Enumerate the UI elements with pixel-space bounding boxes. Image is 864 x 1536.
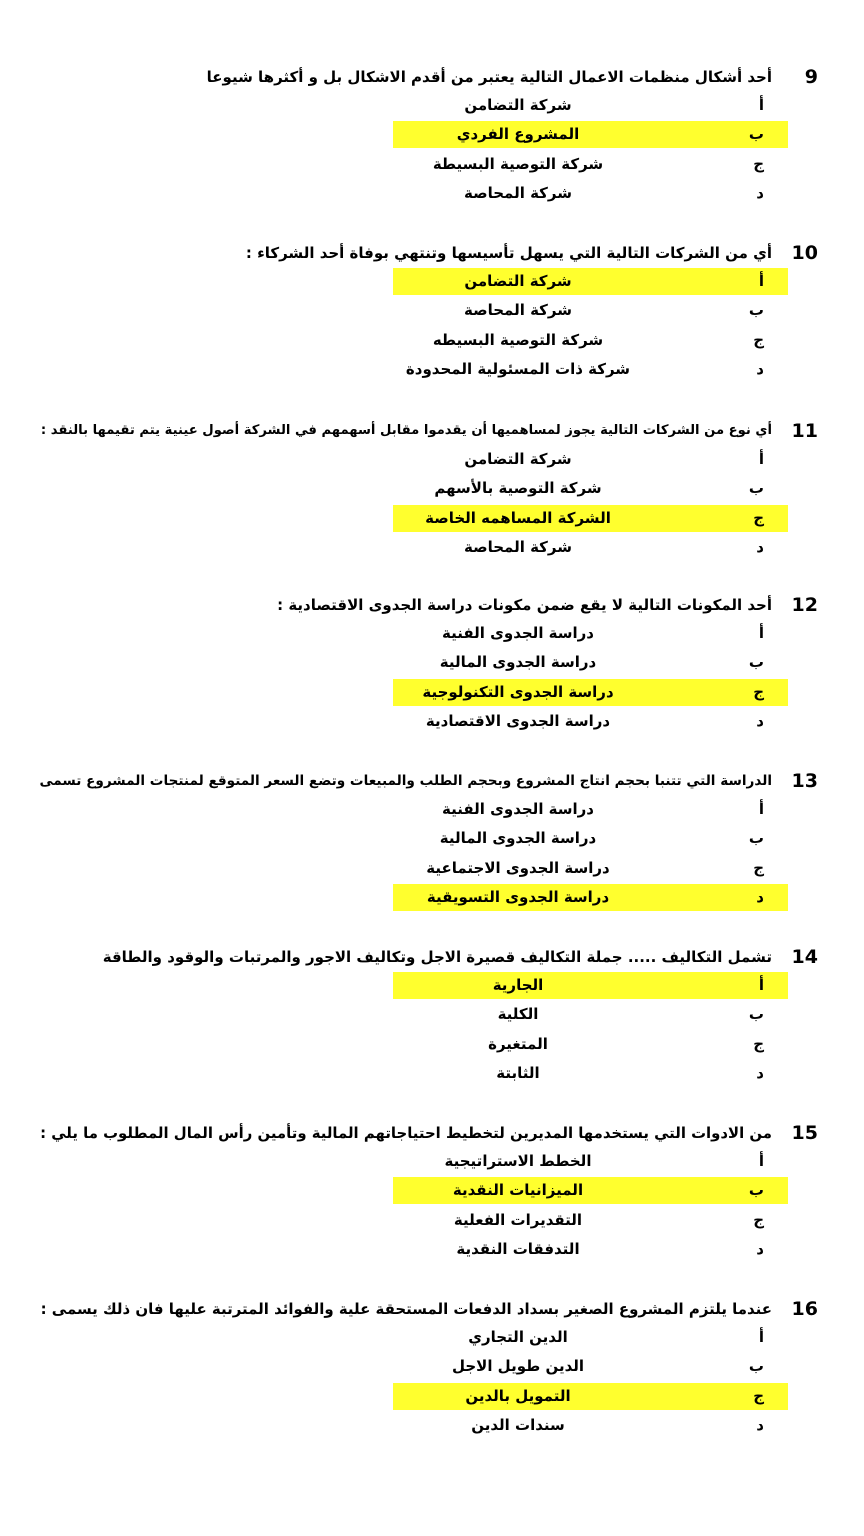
option-text: الثابتة <box>496 1064 540 1082</box>
question-number: 16 <box>791 1298 818 1320</box>
option-row-correct <box>393 679 788 706</box>
option-text: المتغيرة <box>488 1035 548 1053</box>
option-text: دراسة الجدوى التكنولوجية <box>422 683 614 701</box>
question-number: 11 <box>791 420 818 442</box>
option-text: الكلية <box>497 1005 539 1023</box>
option-letter: ب <box>748 479 764 497</box>
option-letter: ب <box>748 829 764 847</box>
option-row <box>393 151 788 178</box>
option-letter: ب <box>748 301 764 319</box>
option-letter: أ <box>758 976 764 994</box>
option-letter: ب <box>748 125 764 143</box>
option-row <box>393 649 788 676</box>
option-row-correct <box>393 268 788 295</box>
option-text: دراسة الجدوى التسويقية <box>426 888 610 906</box>
option-text: الدين التجاري <box>468 1328 568 1346</box>
option-letter: أ <box>758 96 764 114</box>
question-number: 9 <box>804 66 818 88</box>
option-text: دراسة الجدوى الفنية <box>442 624 594 642</box>
option-row <box>393 327 788 354</box>
option-row-correct <box>393 1177 788 1204</box>
option-text: دراسة الجدوى الاجتماعية <box>426 859 610 877</box>
option-row <box>393 1412 788 1439</box>
option-row-correct <box>393 972 788 999</box>
option-row <box>393 297 788 324</box>
option-letter: ج <box>753 683 764 701</box>
question-text: أي من الشركات التالية التي يسهل تأسيسها وتنتهي بوفاة أحد الشركاء : <box>245 244 772 262</box>
option-row-correct <box>393 505 788 532</box>
option-row <box>393 855 788 882</box>
option-letter: د <box>756 184 764 202</box>
question-text: أحد أشكال منظمات الاعمال التالية يعتبر من أقدم الاشكال بل و أكثرها شيوعا <box>206 68 772 86</box>
option-text: التمويل بالدين <box>465 1387 571 1405</box>
question-number: 10 <box>791 242 818 264</box>
option-text: دراسة الجدوى الفنية <box>442 800 594 818</box>
option-text: شركة التوصية البسيطة <box>432 155 604 173</box>
option-text: شركة التضامن <box>464 96 572 114</box>
option-text: دراسة الجدوى المالية <box>439 829 597 847</box>
option-text: شركة ذات المسئولية المحدودة <box>405 360 631 378</box>
option-text: الشركة المساهمه الخاصة <box>425 509 611 527</box>
option-row <box>393 92 788 119</box>
option-row <box>393 1236 788 1263</box>
option-row <box>393 180 788 207</box>
option-letter: ب <box>748 653 764 671</box>
option-letter: د <box>756 1064 764 1082</box>
option-row <box>393 1001 788 1028</box>
option-row-correct <box>393 884 788 911</box>
option-row <box>393 1060 788 1087</box>
option-text: الميزانيات النقدية <box>452 1181 584 1199</box>
option-letter: د <box>756 1416 764 1434</box>
option-row <box>393 446 788 473</box>
option-letter: د <box>756 888 764 906</box>
option-row <box>393 475 788 502</box>
option-row-correct <box>393 1383 788 1410</box>
option-text: شركة التوصية البسيطه <box>432 331 604 349</box>
option-text: شركة التوصية بالأسهم <box>434 479 602 497</box>
option-row <box>393 825 788 852</box>
option-text: دراسة الجدوى المالية <box>439 653 597 671</box>
option-letter: أ <box>758 272 764 290</box>
option-row <box>393 534 788 561</box>
option-letter: أ <box>758 1328 764 1346</box>
option-text: شركة المحاصة <box>464 184 572 202</box>
option-text: الخطط الاستراتيجية <box>444 1152 592 1170</box>
option-text: شركة المحاصة <box>464 538 572 556</box>
option-text: شركة التضامن <box>464 272 572 290</box>
option-letter: ج <box>753 859 764 877</box>
option-letter: د <box>756 1240 764 1258</box>
question-text: أي نوع من الشركات التالية يجوز لمساهميها أن يقدموا مقابل أسهمهم في الشركة أصول عينية يتم تقيمها بالنقد : <box>40 423 772 438</box>
option-row <box>393 796 788 823</box>
option-letter: د <box>756 360 764 378</box>
option-letter: ج <box>753 509 764 527</box>
option-letter: أ <box>758 450 764 468</box>
option-letter: أ <box>758 1152 764 1170</box>
option-letter: أ <box>758 624 764 642</box>
option-letter: د <box>756 712 764 730</box>
question-number: 14 <box>791 946 818 968</box>
option-letter: أ <box>758 800 764 818</box>
question-text: من الادوات التي يستخدمها المديرين لتخطيط احتياجاتهم المالية وتأمين رأس المال المطلوب ما يلي : <box>40 1124 772 1142</box>
option-letter: ج <box>753 1387 764 1405</box>
question-number: 12 <box>791 594 818 616</box>
option-letter: ب <box>748 1357 764 1375</box>
option-text: دراسة الجدوى الاقتصادية <box>425 712 611 730</box>
option-row <box>393 1207 788 1234</box>
option-text: شركة التضامن <box>464 450 572 468</box>
question-number: 13 <box>791 770 818 792</box>
option-letter: ج <box>753 155 764 173</box>
option-text: المشروع الفردي <box>456 125 580 143</box>
option-row <box>393 1324 788 1351</box>
option-letter: د <box>756 538 764 556</box>
option-letter: ب <box>748 1181 764 1199</box>
question-text: تشمل التكاليف ..... جملة التكاليف قصيرة الاجل وتكاليف الاجور والمرتبات والوقود والطاقة <box>102 948 772 966</box>
option-row <box>393 1031 788 1058</box>
option-row <box>393 1148 788 1175</box>
option-text: سندات الدين <box>471 1416 565 1434</box>
option-row-correct <box>393 121 788 148</box>
option-text: الدين طويل الاجل <box>451 1357 585 1375</box>
option-text: شركة المحاصة <box>464 301 572 319</box>
question-text: عندما يلتزم المشروع الصغير بسداد الدفعات المستحقة علية والفوائد المترتبة عليها فان ذلك يسمى : <box>40 1300 772 1318</box>
option-letter: ب <box>748 1005 764 1023</box>
option-letter: ج <box>753 1035 764 1053</box>
option-row <box>393 620 788 647</box>
question-text: أحد المكونات التالية لا يقع ضمن مكونات دراسة الجدوى الاقتصادية : <box>277 596 772 614</box>
option-text: التدفقات النقدية <box>456 1240 580 1258</box>
option-row <box>393 708 788 735</box>
option-row <box>393 356 788 383</box>
question-number: 15 <box>791 1122 818 1144</box>
option-letter: ج <box>753 1211 764 1229</box>
option-row <box>393 1353 788 1380</box>
option-letter: ج <box>753 331 764 349</box>
option-text: التقديرات الفعلية <box>453 1211 583 1229</box>
question-text: الدراسة التي تتنبا بحجم انتاج المشروع وبحجم الطلب والمبيعات وتضع السعر المتوقع لمنتجات المشروع تسمى <box>39 773 772 789</box>
option-text: الجارية <box>492 976 544 994</box>
